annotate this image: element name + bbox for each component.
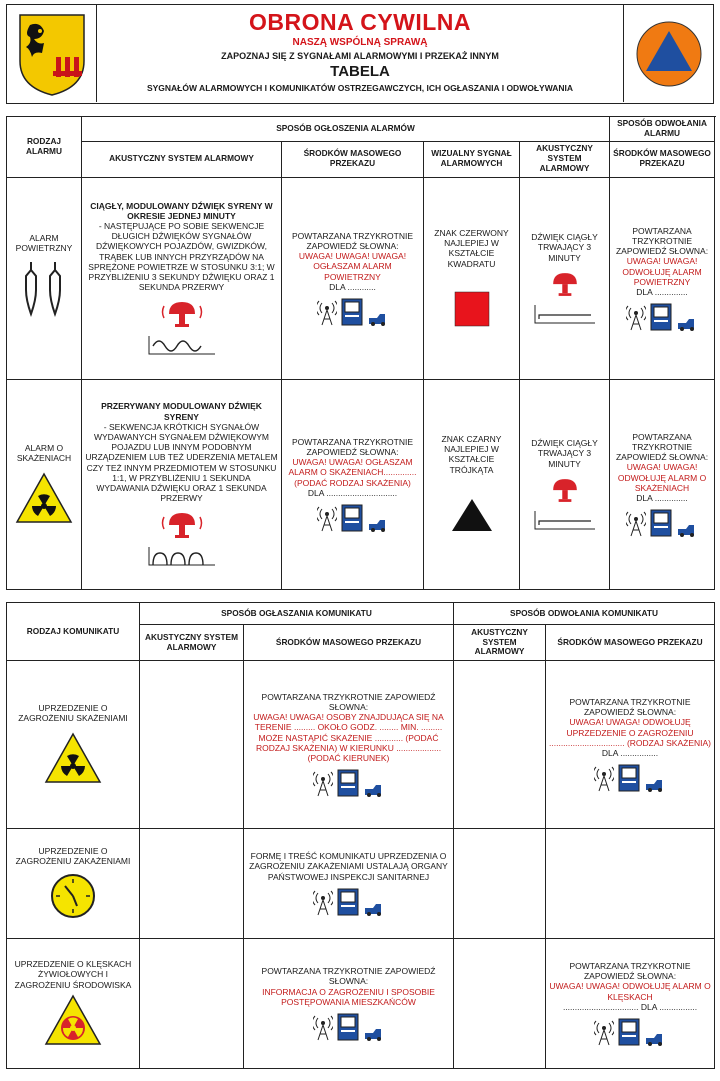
- cancel-acoustic-cell: [520, 177, 610, 379]
- bombs-icon: [21, 260, 67, 322]
- television-icon: [650, 303, 672, 331]
- television-icon: [337, 1013, 359, 1041]
- radio-tower-icon: [626, 305, 646, 331]
- radiation-warning-icon: [15, 472, 73, 524]
- visual-cell: [424, 379, 520, 589]
- table-row: [7, 177, 715, 379]
- msg-media-intro: FORMĘ I TREŚĆ KOMUNIKATU UPRZEDZENIA O ZAGROŻENIU ZAKAŻENIAMI USTALAJĄ ORGANY PAŃSTWOWEJ INSPEKCJI SANITARNEJ: [249, 851, 448, 882]
- black-triangle-icon: [450, 497, 494, 533]
- table-row: [7, 829, 715, 939]
- radiation-warning-icon: [43, 732, 103, 784]
- table-description: SYGNAŁÓW ALARMOWYCH I KOMUNIKATÓW OSTRZEGAWCZYCH, ICH OGŁASZANIA I ODWOŁYWANIA: [146, 83, 574, 93]
- civil-defense-logo: [623, 5, 713, 102]
- msg-cancel-media-header: ŚRODKÓW MASOWEGO PRZEKAZU: [546, 625, 715, 661]
- msg-acoustic-cell: [140, 939, 244, 1069]
- msg-media-announcement: INFORMACJA O ZAGROŻENIU I SPOSOBIE POSTĘPOWANIA MIESZKAŃCÓW: [262, 986, 435, 1007]
- message-type-cell: [7, 939, 140, 1069]
- loudspeaker-car-icon: [367, 518, 389, 532]
- table-row: [7, 661, 715, 829]
- radio-tower-icon: [594, 1020, 614, 1046]
- radio-tower-icon: [317, 300, 337, 326]
- header-text: [99, 5, 621, 103]
- header: [6, 4, 714, 104]
- cancel-acoustic-header: AKUSTYCZNY SYSTEM ALARMOWY: [520, 141, 610, 177]
- intermittent-wave-icon: [147, 545, 217, 567]
- msg-acoustic-cell: [140, 661, 244, 829]
- alarms-table: [6, 116, 715, 590]
- msg-acoustic-header: AKUSTYCZNY SYSTEM ALARMOWY: [140, 625, 244, 661]
- acoustic-text: - NASTĘPUJĄCE PO SOBIE SEKWENCJE DŁUGICH DŹWIĘKÓW SYGNAŁÓW DŹWIĘKOWYCH POJAZDÓW, GWIZDKÓW, TRĄBEK LUB INNYCH PRZYRZĄDÓW NA SPRĘŻONE POWIETRZE W STOSUNKU 3:1; W PRZYBLIŻENIU 3 SEKUNDY DŹWIĘKU ORAZ 1 SEKUNDA PRZERWY: [88, 220, 275, 293]
- media-icons: [285, 504, 420, 532]
- msg-media-cell: [244, 661, 454, 829]
- acoustic-header: AKUSTYCZNY SYSTEM ALARMOWY: [82, 141, 282, 177]
- alarm-type-header: RODZAJ ALARMU: [7, 117, 82, 178]
- media-icons: [549, 764, 711, 792]
- msg-cancel-media-cell: [546, 829, 715, 939]
- cancel-media-cell: [610, 379, 715, 589]
- radio-tower-icon: [594, 766, 614, 792]
- alarm-name: ALARM POWIETRZNY: [15, 233, 73, 254]
- msg-cancel-acoustic-header: AKUSTYCZNY SYSTEM ALARMOWY: [454, 625, 546, 661]
- cancel-media-announcement: UWAGA! UWAGA! ODWOŁUJĘ ALARM O SKAŻENIACH: [617, 462, 707, 493]
- cancel-acoustic-text: DŹWIĘK CIĄGŁY TRWAJĄCY 3 MINUTY: [531, 232, 598, 263]
- alarm-type-cell: [7, 379, 82, 589]
- alarm-announce-header: SPOSÓB OGŁOSZENIA ALARMÓW: [82, 117, 610, 142]
- clock-icon: [50, 873, 96, 919]
- page-title: OBRONA CYWILNA: [248, 9, 472, 35]
- acoustic-text: - SEKWENCJA KRÓTKICH SYGNAŁÓW WYDAWANYCH SYGNAŁEM DŹWIĘKOWYM POJAZDU LUB INNYM PODOBNYM URZĄDZENIEM LUB TEŻ UDERZENIA METALEM CZY TEŻ INNYM PRZEDMIOTEM W STOSUNKU 1:1, W PRZYBLIŻENIU 1 SEKUNDA WYDAWANIA DŹWIĘKU ORAZ 1 SEKUNDA PRZERWY: [85, 421, 278, 504]
- visual-cell: [424, 177, 520, 379]
- media-cell: [282, 177, 424, 379]
- msg-cancel-acoustic-cell: [454, 661, 546, 829]
- msg-media-announcement: UWAGA! UWAGA! OSOBY ZNAJDUJĄCA SIĘ NA TERENIE ......... OKOŁO GODZ. ........ MIN. ......... MOŻE NASTĄPIĆ SKAŻENIE ............ (PODAĆ RODZAJ SKAŻENIA) W KIERUNKU ................... (PODAĆ KIERUNEK): [253, 712, 444, 763]
- msg-cancel-announcement: UWAGA! UWAGA! ODWOŁUJĘ ALARM O KLĘSKACH: [549, 981, 711, 1002]
- msg-cancel-intro: POWTARZANA TRZYKROTNIE ZAPOWIEDŹ SŁOWNA:: [569, 696, 691, 718]
- msg-cancel-announcement: UWAGA! UWAGA! ODWOŁUJĘ UPRZEDZENIE O ZAGROŻENIU ................................ (RODZAJ SKAŻENIA): [549, 717, 712, 748]
- acoustic-cell: [82, 379, 282, 589]
- instruction-text: ZAPOZNAJ SIĘ Z SYGNAŁAMI ALARMOWYMI I PRZEKAŻ INNYM: [221, 51, 499, 61]
- msg-acoustic-cell: [140, 829, 244, 939]
- radio-tower-icon: [313, 771, 333, 797]
- acoustic-cell: [82, 177, 282, 379]
- table-row: [7, 379, 715, 589]
- acoustic-bold-text: PRZERYWANY MODULOWANY DŹWIĘK SYRENY: [101, 401, 262, 422]
- message-type-cell: [7, 829, 140, 939]
- media-cell: [282, 379, 424, 589]
- alarm-cancel-header: SPOSÓB ODWOŁANIA ALARMU: [610, 117, 715, 142]
- cancel-media-cell: [610, 177, 715, 379]
- alarm-name: ALARM O SKAŻENIACH: [16, 443, 72, 464]
- loudspeaker-car-icon: [363, 902, 385, 916]
- cancel-media-announcement: UWAGA! UWAGA! ODWOŁUJĘ ALARM POWIETRZNY: [622, 256, 702, 287]
- visual-text: ZNAK CZARNY NAJLEPIEJ W KSZTAŁCIE TRÓJKĄTA: [441, 433, 502, 475]
- radio-tower-icon: [313, 890, 333, 916]
- media-header: ŚRODKÓW MASOWEGO PRZEKAZU: [282, 141, 424, 177]
- television-icon: [341, 298, 363, 326]
- hazard-warning-icon: [44, 994, 102, 1046]
- red-square-icon: [454, 291, 490, 327]
- acoustic-bold-text: CIĄGŁY, MODULOWANY DŹWIĘK SYRENY W OKRESIE JEDNEJ MINUTY: [90, 200, 273, 221]
- television-icon: [650, 509, 672, 537]
- television-icon: [618, 764, 640, 792]
- msg-cancel-media-cell: [546, 939, 715, 1069]
- media-icons: [613, 509, 711, 537]
- steady-tone-icon: [533, 509, 597, 531]
- loudspeaker-car-icon: [363, 783, 385, 797]
- msg-cancel-tail: DLA ................: [601, 747, 659, 758]
- message-cancel-header: SPOSÓB ODWOŁANIA KOMUNIKATU: [454, 603, 715, 625]
- media-icons: [247, 1013, 450, 1041]
- cancel-media-header: ŚRODKÓW MASOWEGO PRZEKAZU: [610, 141, 715, 177]
- msg-media-intro: POWTARZANA TRZYKROTNIE ZAPOWIEDŹ SŁOWNA:: [261, 966, 436, 987]
- message-name: UPRZEDZENIE O KLĘSKACH ŻYWIOŁOWYCH I ZAGROŻENIU ŚRODOWISKA: [14, 959, 132, 990]
- continuous-wave-icon: [147, 334, 217, 356]
- msg-media-intro: POWTARZANA TRZYKROTNIE ZAPOWIEDŹ SŁOWNA:: [261, 691, 436, 713]
- media-intro: POWTARZANA TRZYKROTNIE ZAPOWIEDŹ SŁOWNA:: [291, 230, 414, 252]
- msg-media-cell: [244, 939, 454, 1069]
- loudspeaker-car-icon: [644, 1032, 666, 1046]
- siren-icon: [545, 477, 585, 505]
- msg-cancel-intro: POWTARZANA TRZYKROTNIE ZAPOWIEDŹ SŁOWNA:: [569, 961, 691, 982]
- message-type-cell: [7, 661, 140, 829]
- media-icons: [549, 1018, 711, 1046]
- radio-tower-icon: [313, 1015, 333, 1041]
- cancel-acoustic-cell: [520, 379, 610, 589]
- cancel-media-intro: POWTARZANA TRZYKROTNIE ZAPOWIEDŹ SŁOWNA:: [615, 431, 709, 463]
- crest: [7, 5, 97, 102]
- cancel-media-tail: DLA ..............: [636, 492, 688, 503]
- msg-cancel-acoustic-cell: [454, 939, 546, 1069]
- loudspeaker-car-icon: [676, 523, 698, 537]
- media-intro: POWTARZANA TRZYKROTNIE ZAPOWIEDŹ SŁOWNA:: [291, 436, 414, 458]
- siren-icon: [160, 300, 204, 330]
- msg-cancel-tail: ................................ DLA ................: [562, 1001, 698, 1012]
- media-icons: [613, 303, 711, 331]
- table-label: TABELA: [330, 63, 390, 80]
- table-row: [7, 939, 715, 1069]
- loudspeaker-car-icon: [363, 1027, 385, 1041]
- radio-tower-icon: [626, 511, 646, 537]
- television-icon: [341, 504, 363, 532]
- civil-defense-icon: [634, 19, 704, 89]
- media-announcement: UWAGA! UWAGA! OGŁASZAM ALARM O SKAŻENIACH.............. (PODAĆ RODZAJ SKAŻENIA): [288, 457, 417, 488]
- media-announcement: UWAGA! UWAGA! UWAGA! OGŁASZAM ALARM POWIETRZNY: [298, 251, 407, 282]
- msg-cancel-media-cell: [546, 661, 715, 829]
- cancel-media-tail: DLA ..............: [636, 286, 688, 297]
- loudspeaker-car-icon: [676, 317, 698, 331]
- cancel-media-intro: POWTARZANA TRZYKROTNIE ZAPOWIEDŹ SŁOWNA:: [615, 225, 709, 257]
- message-announce-header: SPOSÓB OGŁASZANIA KOMUNIKATU: [140, 603, 454, 625]
- media-icons: [247, 769, 450, 797]
- siren-icon: [545, 271, 585, 299]
- msg-cancel-acoustic-cell: [454, 829, 546, 939]
- television-icon: [337, 769, 359, 797]
- loudspeaker-car-icon: [644, 778, 666, 792]
- siren-icon: [160, 511, 204, 541]
- steady-tone-icon: [533, 303, 597, 325]
- media-icons: [247, 888, 450, 916]
- page-subtitle: NASZĄ WSPÓLNĄ SPRAWĄ: [292, 37, 428, 48]
- message-name: UPRZEDZENIE O ZAGROŻENIU SKAŻENIAMI: [18, 703, 128, 724]
- media-tail: DLA ............: [329, 281, 376, 292]
- television-icon: [618, 1018, 640, 1046]
- media-tail: DLA ..............................: [307, 487, 398, 498]
- radio-tower-icon: [317, 506, 337, 532]
- cancel-acoustic-text: DŹWIĘK CIĄGŁY TRWAJĄCY 3 MINUTY: [531, 438, 598, 469]
- loudspeaker-car-icon: [367, 312, 389, 326]
- message-name: UPRZEDZENIE O ZAGROŻENIU ZAKAŻENIAMI: [15, 846, 131, 867]
- visual-text: ZNAK CZERWONY NAJLEPIEJ W KSZTAŁCIE KWADRATU: [434, 227, 509, 269]
- msg-media-header: ŚRODKÓW MASOWEGO PRZEKAZU: [244, 625, 454, 661]
- visual-header: WIZUALNY SYGNAŁ ALARMOWYCH: [424, 141, 520, 177]
- msg-media-cell: [244, 829, 454, 939]
- television-icon: [337, 888, 359, 916]
- coat-of-arms-icon: [16, 11, 88, 97]
- message-type-header: RODZAJ KOMUNIKATU: [7, 603, 140, 661]
- alarm-type-cell: [7, 177, 82, 379]
- media-icons: [285, 298, 420, 326]
- messages-table: [6, 602, 715, 1069]
